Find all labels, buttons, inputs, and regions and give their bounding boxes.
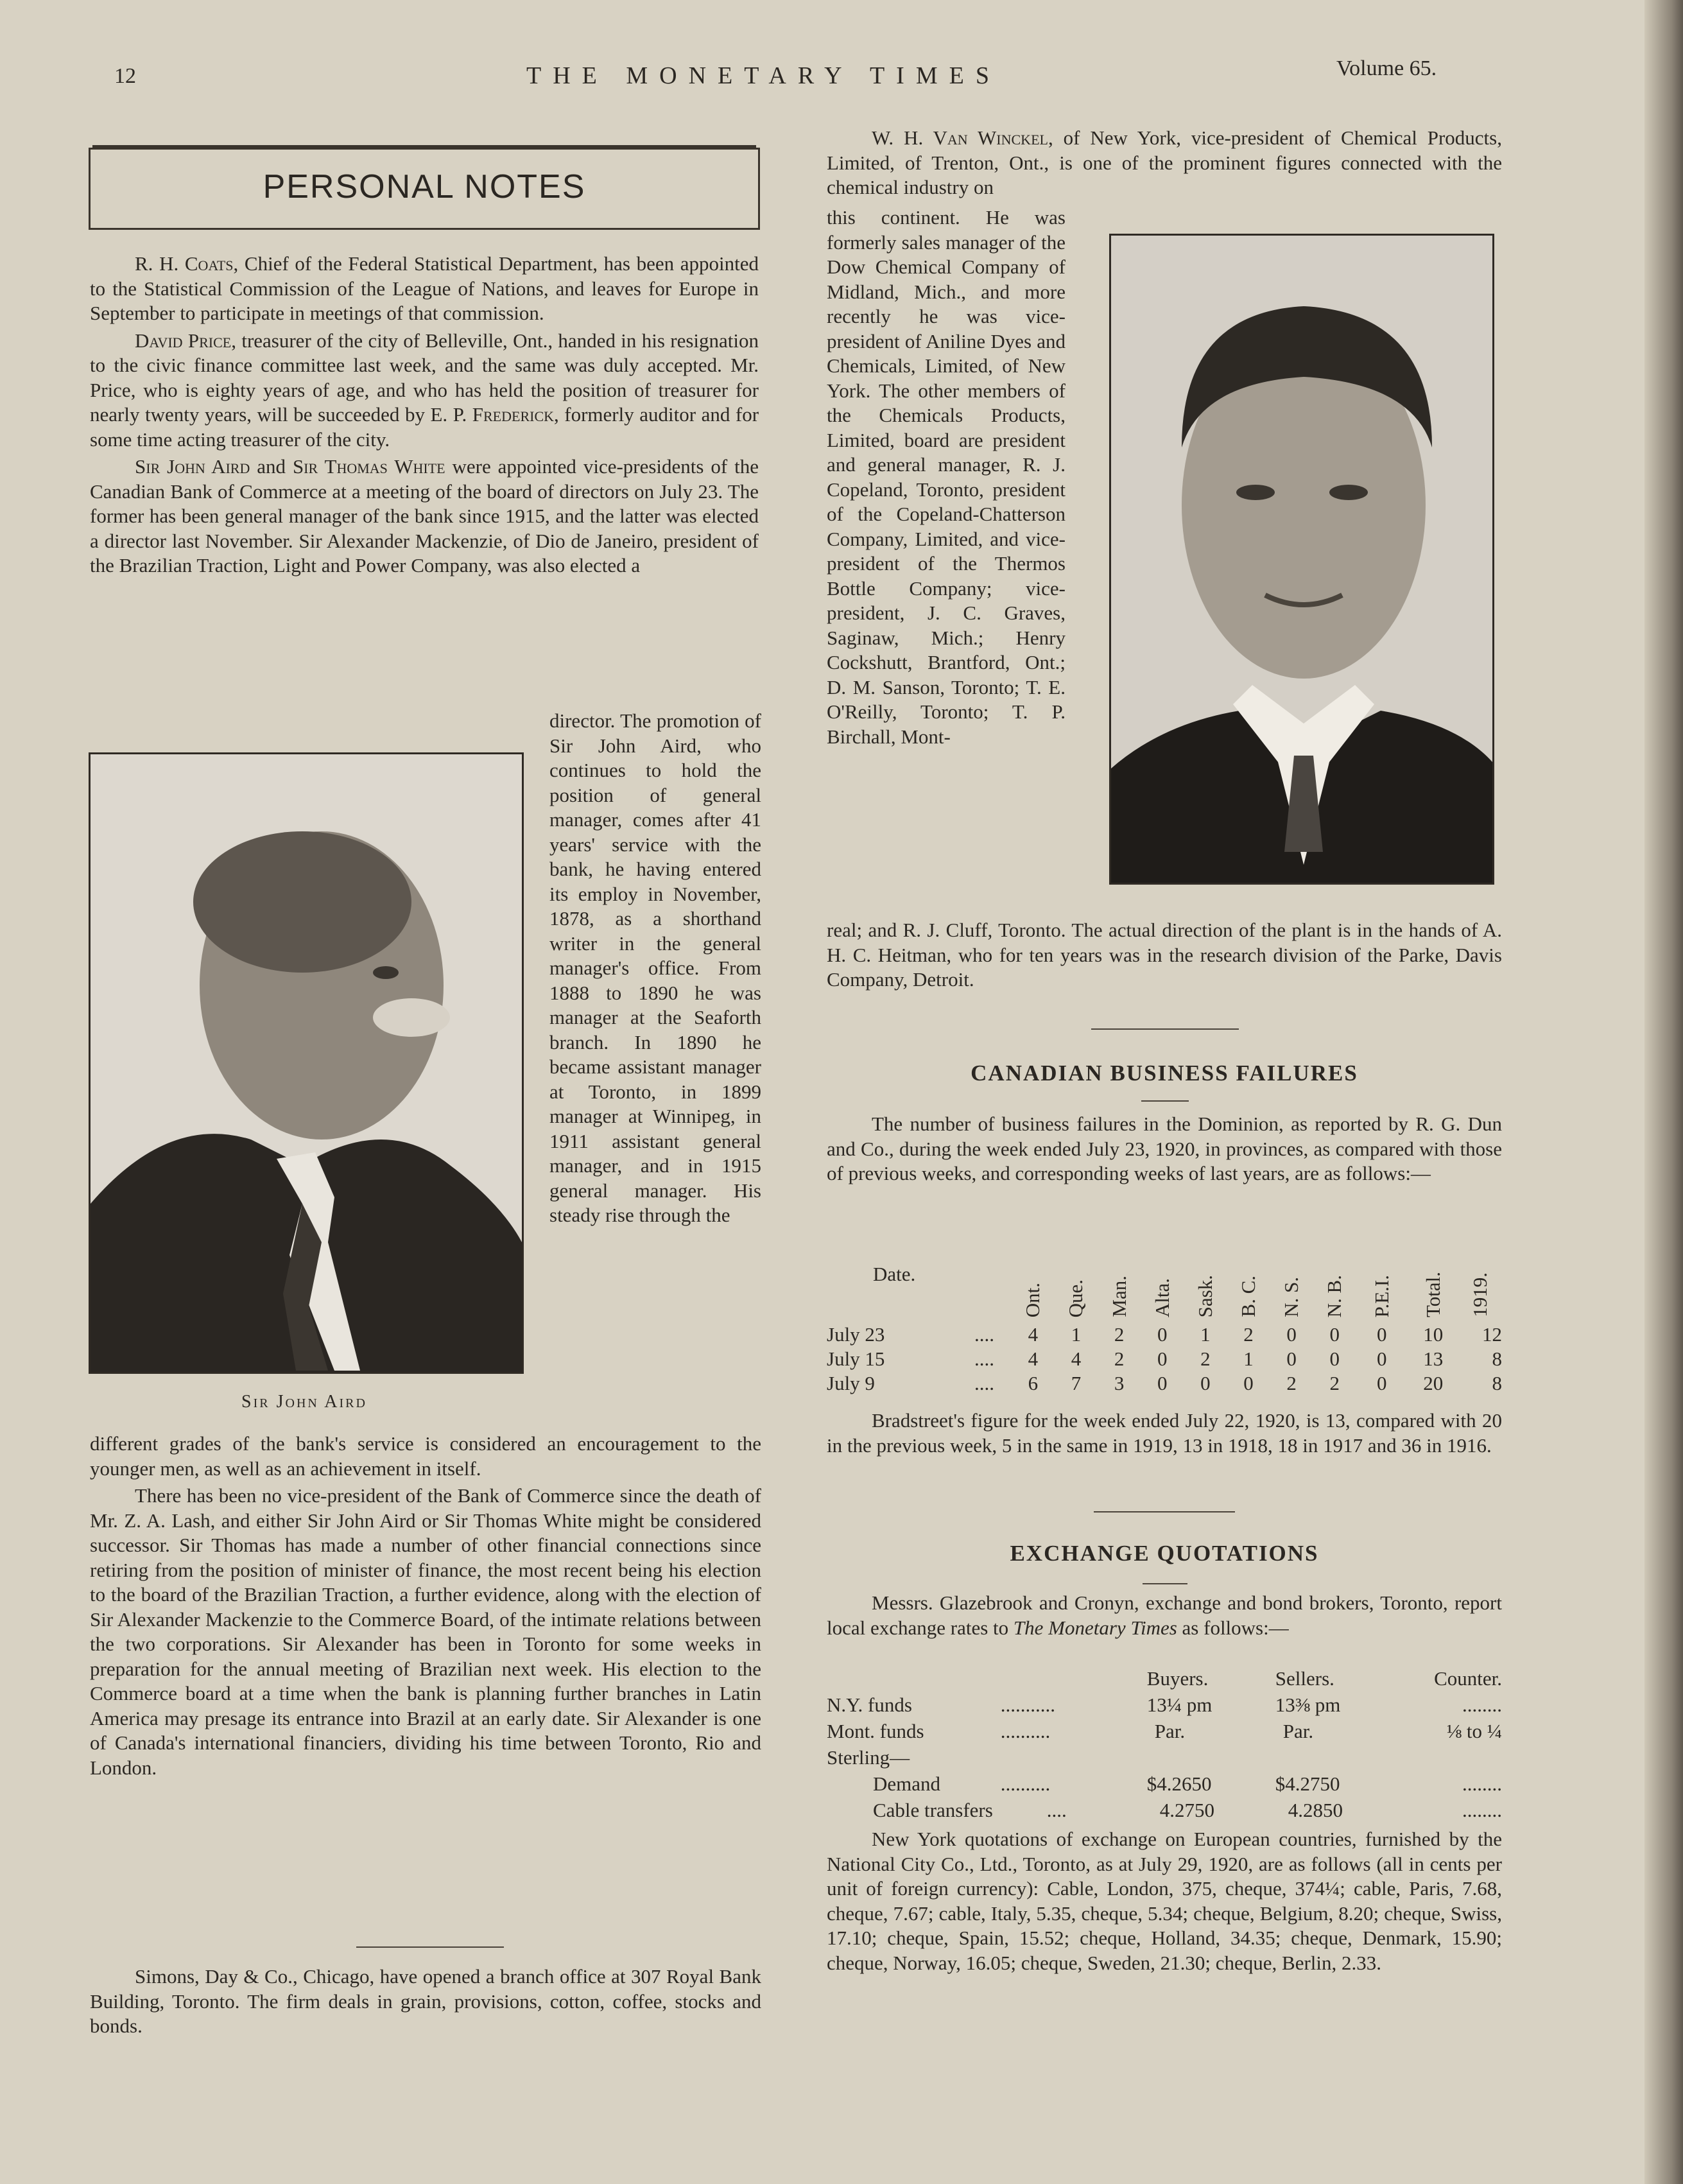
van-winckel-narrow-text: this continent. He was formerly sales manager of the Dow Chemical Company of Midland, Mich., and more recently he was vice-president of Aniline Dyes and Chemicals, Limited, of New York. The other members of the Chemicals Products, Limited, board are president and general manager, R. J. Copeland, Toronto, president of the Copeland-Chatterson Company, Limited, and vice-president of the Thermos Bottle Company; vice-president, J. C. Graves, Saginaw, Mich.; Henry Cockshutt, Brantford, Ont.; D. M. Sanson, Toronto; T. E. O'Reilly, Toronto; T. P. Birchall, Mont- [827, 206, 1066, 748]
business-failures-title: CANADIAN BUSINESS FAILURES [971, 1061, 1358, 1086]
personal-notes-bottom: different grades of the bank's service is considered an encouragement to the younger men, as well as an achievement in itself. There has been no vice-president of the Bank of Commerce since the death of Mr. Z. A. Lash, and either Sir John Aird or Sir Thomas White might be considered successor. Sir Thomas has made a number of other financial connections since retiring from the position of minister of finance, the most recent being his election to the board of the Brazilian Traction, a further evidence, along with the election of Sir Alexander Mackenzie to the Commerce Board, of the intimate relations between the two corporations. Sir Alexander has been in Toronto for some weeks in preparation for the annual meeting of Brazilian next week. His election to the Commerce board at a time when the bank is planning further branches in Latin America may presage its entrance into Brazil at an early date. Sir Alexander is one of Canada's international financiers, dividing his time between Toronto, Rio and London. [90, 1432, 761, 1783]
failures-divider-top [1091, 1028, 1239, 1030]
van-winckel-intro: W. H. Van Winckel, of New York, vice-president of Chemical Products, Limited, of Trenton, Ont., is one of the prominent figures connected with the chemical industry on [827, 126, 1502, 198]
table-row: July 23 .... 4 1 2 0 1 2 0 0 0 10 12 [827, 1323, 1502, 1346]
commerce-vice-president-paragraph: There has been no vice-president of the Bank of Commerce since the death of Mr. Z. A. Lash, and either Sir John Aird or Sir Thomas White might be considered successor. Sir Thomas has made a number of other financial connections since retiring from the position of minister of finance, the most recent being his election to the board of the Brazilian Traction, a further evidence, along with the election of Sir Alexander Mackenzie to the Commerce Board, of the intimate relations between the two corporations. Sir Alexander has been in Toronto for some weeks in preparation for the annual meeting of Brazilian next week. His election to the Commerce board at a time when the bank is planning further branches in Latin America may presage its entrance into Brazil at an early date. Sir Alexander is one of Canada's international financiers, dividing his time between Toronto, Rio and London. [90, 1484, 761, 1779]
buyers-header: Buyers. [1146, 1667, 1209, 1690]
page-edge-shadow [1644, 0, 1683, 2184]
aird-narrow-text: director. The promotion of Sir John Aird, who continues to hold the position of general manager, comes after 41 years' service with the bank, he having entered its employ in November, 1878, as a shorthand writer in the general manager's office. From 1888 to 1890 he was manager at the Seaforth branch. In 1890 he became assistant manager at Toronto, in 1899 manager at Winnipeg, in 1911 assistant general manager, and in 1915 general manager. His steady rise through the [549, 709, 761, 1226]
exchange-rates-table [827, 1665, 1502, 1823]
personal-notes-title: PERSONAL NOTES [263, 168, 586, 205]
exchange-quotations-title: EXCHANGE QUOTATIONS [1010, 1541, 1319, 1566]
aird-white-paragraph: Sir John Aird and Sir Thomas White were appointed vice-presidents of the Canadian Bank of Commerce at a meeting of the board of directors on July 23. The former has been general manager of the bank since 1915, and the latter was elected a director last November. Sir Alexander Mackenzie, of Dio de Janeiro, president of the Brazilian Traction, Light and Power Company, was also elected a [90, 455, 759, 576]
col-sask: Sask. [1193, 1274, 1216, 1317]
failures-header-row [827, 1226, 1502, 1322]
aird-caption: Sir John Aird [241, 1392, 367, 1412]
table-row: July 9 .... 6 7 3 0 0 0 2 2 0 20 8 [827, 1372, 1502, 1394]
left-section-divider [356, 1946, 504, 1948]
col-nb: N. B. [1323, 1274, 1346, 1317]
table-row: July 15 .... 4 4 2 0 2 1 0 0 0 13 8 [827, 1348, 1502, 1370]
counter-header: Counter. [1434, 1667, 1502, 1690]
table-row: Sterling— [827, 1746, 910, 1769]
sellers-header: Sellers. [1275, 1667, 1334, 1690]
ny-quotations-paragraph: New York quotations of exchange on European countries, furnished by the National City Co., Ltd., Toronto, as at July 29, 1920, are as follows (all in cents per unit of foreign currency): Cable, London, 375, cheque, 374¼; cable, Paris, 7.68, cheque, 7.67; cable, Italy, 5.35, cheque, 5.34; cheque, Belgium, 8.20; cheque, Swiss, 17.10; cheque, Spain, 15.52; cheque, Holland, 34.35; cheque, Denmark, 15.90; cheque, Norway, 16.05; cheque, Sweden, 21.30; cheque, Berlin, 2.33. [827, 1828, 1502, 1974]
table-row: N.Y. funds ........... 13¼ pm 13⅜ pm ........ [827, 1693, 1502, 1716]
col-pei: P.E.I. [1370, 1274, 1393, 1317]
bradstreet-paragraph: Bradstreet's figure for the week ended July 22, 1920, is 13, compared with 20 in the previous week, 5 in the same in 1919, 13 in 1918, 18 in 1917 and 36 in 1916. [827, 1409, 1502, 1457]
exchange-title-rule [1143, 1583, 1187, 1584]
col-bc: B. C. [1236, 1276, 1259, 1317]
page-number: 12 [114, 64, 136, 88]
table-row: Mont. funds .......... Par. Par. ⅛ to ¼ [827, 1719, 1502, 1742]
simons-day-paragraph: Simons, Day & Co., Chicago, have opened a branch office at 307 Royal Bank Building, Toronto. The firm deals in grain, provisions, cotton, coffee, stocks and bonds. [90, 1965, 761, 2037]
price-paragraph: David Price, treasurer of the city of Belleville, Ont., handed in his resignation to the civic finance committee last week, and the same was duly accepted. Mr. Price, who is eighty years of age, and who has held the position of treasurer for nearly twenty years, will be succeeded by E. P. Frederick, formerly auditor and for some time acting treasurer of the city. [90, 329, 759, 451]
col-total: Total. [1421, 1271, 1444, 1317]
van-winckel-wide-text: real; and R. J. Cluff, Toronto. The actual direction of the plant is in the hands of A. H. C. Heitman, who for ten years was in the research division of the Parke, Davis Company, Detroit. [827, 919, 1502, 991]
personal-notes-heading-box [89, 148, 760, 230]
table-row: Demand .......... $4.2650 $4.2750 ........ [873, 1772, 1502, 1795]
table-row: Cable transfers .... 4.2750 4.2850 ........ [873, 1798, 1502, 1821]
failures-date-header: Date. [873, 1263, 916, 1285]
volume-label: Volume 65. [1336, 56, 1437, 80]
exchange-header-row [827, 1665, 1502, 1692]
exchange-divider-top [1094, 1511, 1235, 1512]
exchange-intro: Messrs. Glazebrook and Cronyn, exchange and bond brokers, Toronto, report local exchange rates to The Monetary Times as follows:— [827, 1591, 1502, 1639]
col-ont: Ont. [1021, 1282, 1044, 1317]
col-alta: Alta. [1150, 1278, 1173, 1317]
col-que: Que. [1064, 1279, 1087, 1317]
col-man: Man. [1107, 1276, 1130, 1317]
col-1919: 1919. [1469, 1272, 1492, 1317]
failures-intro: The number of business failures in the Dominion, as reported by R. G. Dun and Co., during the week ended July 23, 1920, in provinces, as compared with those of previous weeks, and corresponding weeks of last years, are as follows:— [827, 1113, 1502, 1184]
van-winckel-photo [1109, 234, 1494, 885]
col-ns: N. S. [1280, 1277, 1303, 1317]
business-failures-table [827, 1226, 1502, 1396]
sir-john-aird-photo [89, 752, 524, 1374]
masthead: THE MONETARY TIMES [526, 62, 1001, 89]
failures-title-rule [1141, 1100, 1189, 1102]
personal-notes-top [90, 252, 759, 581]
coats-paragraph: R. H. Coats, Chief of the Federal Statistical Department, has been appointed to the Statistical Commission of the League of Nations, and leaves for Europe in September to participate in meetings of that commission. [90, 252, 759, 324]
